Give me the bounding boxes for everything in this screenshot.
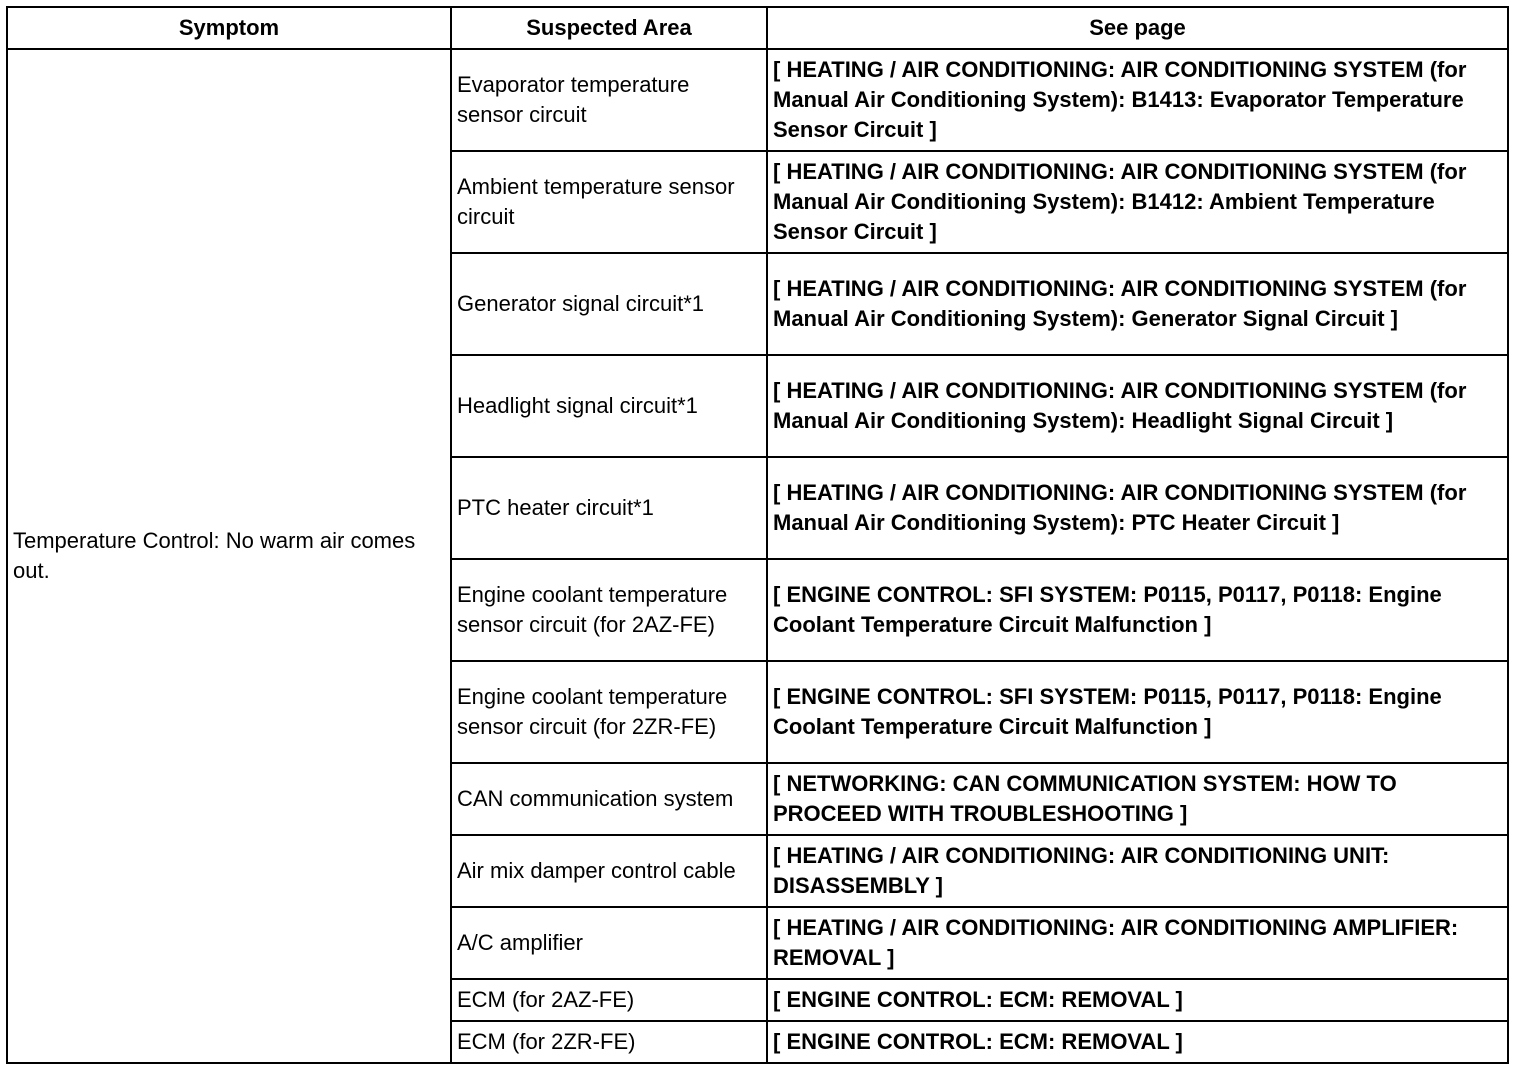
see-page-cell: [ HEATING / AIR CONDITIONING: AIR CONDITIONING SYSTEM (for Manual Air Conditioning System): B1413: Evaporator Temperature Sensor Circuit ]	[767, 49, 1508, 151]
problem-symptoms-table	[6, 6, 1509, 1064]
see-page-cell: [ HEATING / AIR CONDITIONING: AIR CONDITIONING UNIT: DISASSEMBLY ]	[767, 835, 1508, 907]
suspected-area-cell: Evaporator temperature sensor circuit	[451, 49, 767, 151]
suspected-area-cell: ECM (for 2ZR-FE)	[451, 1021, 767, 1063]
suspected-area-cell: Ambient temperature sensor circuit	[451, 151, 767, 253]
suspected-area-cell: CAN communication system	[451, 763, 767, 835]
see-page-cell: [ HEATING / AIR CONDITIONING: AIR CONDITIONING SYSTEM (for Manual Air Conditioning System): PTC Heater Circuit ]	[767, 457, 1508, 559]
see-page-cell: [ HEATING / AIR CONDITIONING: AIR CONDITIONING SYSTEM (for Manual Air Conditioning System): Generator Signal Circuit ]	[767, 253, 1508, 355]
see-page-cell: [ NETWORKING: CAN COMMUNICATION SYSTEM: HOW TO PROCEED WITH TROUBLESHOOTING ]	[767, 763, 1508, 835]
suspected-area-cell: A/C amplifier	[451, 907, 767, 979]
suspected-area-cell: Generator signal circuit*1	[451, 253, 767, 355]
see-page-cell: [ HEATING / AIR CONDITIONING: AIR CONDITIONING SYSTEM (for Manual Air Conditioning System): B1412: Ambient Temperature Sensor Circuit ]	[767, 151, 1508, 253]
suspected-area-cell: PTC heater circuit*1	[451, 457, 767, 559]
suspected-area-cell: Headlight signal circuit*1	[451, 355, 767, 457]
see-page-cell: [ ENGINE CONTROL: ECM: REMOVAL ]	[767, 979, 1508, 1021]
see-page-cell: [ HEATING / AIR CONDITIONING: AIR CONDITIONING SYSTEM (for Manual Air Conditioning System): Headlight Signal Circuit ]	[767, 355, 1508, 457]
see-page-cell: [ ENGINE CONTROL: SFI SYSTEM: P0115, P0117, P0118: Engine Coolant Temperature Circuit Malfunction ]	[767, 661, 1508, 763]
see-page-cell: [ HEATING / AIR CONDITIONING: AIR CONDITIONING AMPLIFIER: REMOVAL ]	[767, 907, 1508, 979]
suspected-area-cell: ECM (for 2AZ-FE)	[451, 979, 767, 1021]
header-see-page: See page	[767, 7, 1508, 49]
suspected-area-cell: Engine coolant temperature sensor circuit (for 2AZ-FE)	[451, 559, 767, 661]
suspected-area-cell: Air mix damper control cable	[451, 835, 767, 907]
header-symptom: Symptom	[7, 7, 451, 49]
table-row	[7, 49, 1508, 151]
header-row	[7, 7, 1508, 49]
header-suspected-area: Suspected Area	[451, 7, 767, 49]
see-page-cell: [ ENGINE CONTROL: ECM: REMOVAL ]	[767, 1021, 1508, 1063]
see-page-cell: [ ENGINE CONTROL: SFI SYSTEM: P0115, P0117, P0118: Engine Coolant Temperature Circuit Malfunction ]	[767, 559, 1508, 661]
suspected-area-cell: Engine coolant temperature sensor circuit (for 2ZR-FE)	[451, 661, 767, 763]
symptom-cell: Temperature Control: No warm air comes out.	[7, 49, 451, 1063]
